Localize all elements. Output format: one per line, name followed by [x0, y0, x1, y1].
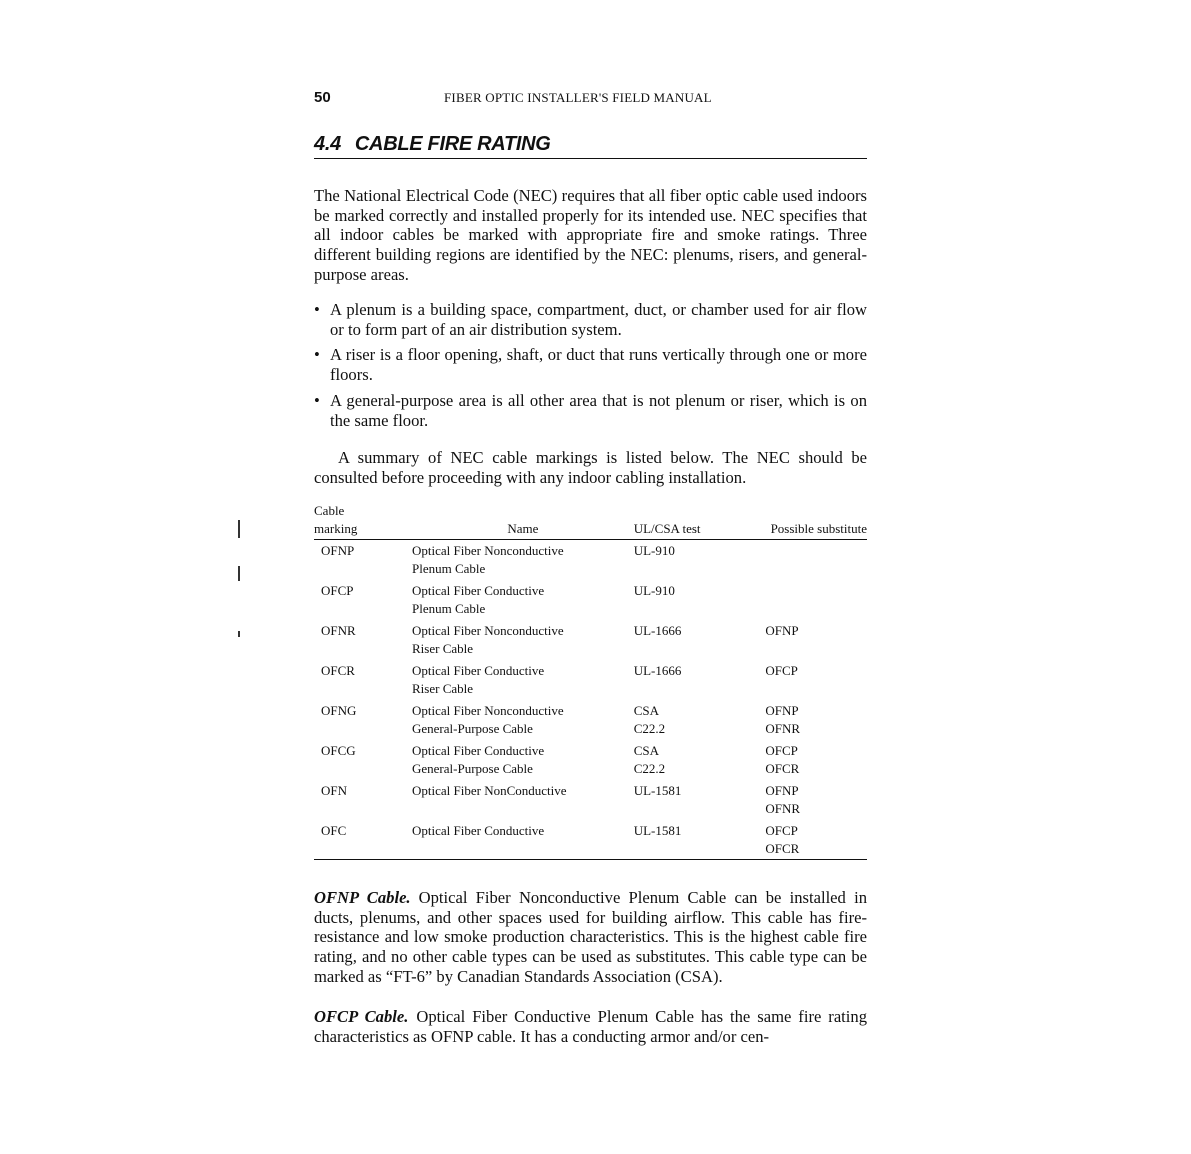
header-possible-substitute: Possible substitute: [737, 502, 867, 540]
cell-name: Optical Fiber Conductive Plenum Cable: [412, 583, 545, 616]
cell-test: UL-910: [633, 583, 675, 598]
cell-name: Optical Fiber Conductive General-Purpose Cable: [412, 743, 545, 776]
table-row: [314, 822, 867, 860]
section-number: 4.4: [314, 133, 341, 155]
cell-substitute: [737, 582, 867, 622]
cell-substitute: OFNP OFNR: [765, 703, 801, 736]
cell-name: Optical Fiber Nonconductive Plenum Cable: [412, 543, 564, 576]
list-item-text: A general-purpose area is all other area that is not plenum or riser, which is on the same floor.: [330, 390, 867, 430]
ofcp-paragraph: [314, 1007, 867, 1046]
ofcp-text: Optical Fiber Conductive Plenum Cable has the same fire rating characteristics as OFNP cable. It has a conducting armor and/or cen-: [314, 1007, 867, 1046]
ofnp-text: Optical Fiber Nonconductive Plenum Cable can be installed in ducts, plenums, and other spaces used for building airflow. This cable has fire-resistance and low smoke production characteristics. This is the highest cable fire rating, and no other cable types can be used as substitutes. This cable type can be marked as “FT-6” by Canadian Standards Association (CSA).: [314, 888, 867, 986]
list-item: [314, 300, 867, 339]
ofnp-paragraph: [314, 888, 867, 987]
cable-markings-table: [314, 502, 867, 860]
table-row: [314, 540, 867, 583]
cell-name: Optical Fiber NonConductive: [412, 783, 567, 798]
cell-test: UL-1581: [634, 822, 738, 860]
intro-paragraph: The National Electrical Code (NEC) requires that all fiber optic cable used indoors be marked correctly and installed properly for its intended use. NEC specifies that all indoor cables be marked with appropriate fire and smoke ratings. Three different building regions are identified by the NEC: plenums, risers, and general-purpose areas.: [314, 186, 867, 284]
list-item-text: A plenum is a building space, compartment, duct, or chamber used for air flow or to form part of an air distribution system.: [330, 300, 867, 339]
page-number: 50: [314, 89, 331, 106]
cell-substitute: OFNP OFNR: [765, 783, 801, 816]
cell-marking: OFCG: [321, 743, 356, 758]
header-ul-csa-test: UL/CSA test: [634, 502, 738, 540]
running-head: [314, 89, 867, 109]
cell-name: Optical Fiber Conductive Riser Cable: [412, 663, 545, 696]
list-item: [314, 391, 867, 430]
cell-test: CSA C22.2: [633, 703, 666, 736]
table-row: [314, 742, 867, 782]
cell-substitute: OFCP: [765, 663, 798, 678]
table-row: [314, 782, 867, 822]
section-title: CABLE FIRE RATING: [354, 133, 551, 155]
table-row: [314, 582, 867, 622]
cell-marking: OFN: [321, 783, 348, 798]
region-list: [314, 300, 867, 436]
table-row: [314, 662, 867, 702]
bullet-icon: •: [314, 390, 320, 410]
cell-name: Optical Fiber Nonconductive Riser Cable: [412, 623, 564, 656]
cell-substitute: [737, 540, 867, 583]
bullet-icon: •: [314, 345, 320, 365]
cell-test: UL-1581: [633, 783, 682, 798]
cell-marking: OFC: [314, 822, 412, 860]
section-heading: [314, 133, 867, 159]
scan-mark: [238, 631, 240, 637]
cell-test: UL-910: [633, 543, 675, 558]
list-item: [314, 345, 867, 384]
table-row: [314, 622, 867, 662]
cell-name: Optical Fiber Conductive: [412, 822, 634, 860]
table-row: [314, 702, 867, 742]
cell-marking: OFNP: [321, 543, 355, 558]
header-cable-marking: Cable marking: [314, 502, 412, 540]
cell-marking: OFCR: [321, 663, 355, 678]
cell-substitute: OFCP OFCR: [737, 822, 867, 860]
cell-substitute: OFNP: [765, 623, 799, 638]
cell-name: Optical Fiber Nonconductive General-Purpose Cable: [412, 703, 564, 736]
summary-paragraph: A summary of NEC cable markings is listed below. The NEC should be consulted before proceeding with any indoor cabling installation.: [314, 448, 867, 487]
bullet-icon: •: [314, 300, 320, 319]
cell-test: UL-1666: [633, 623, 682, 638]
ofcp-lead: OFCP Cable.: [314, 1007, 409, 1026]
cell-substitute: OFCP OFCR: [765, 743, 800, 776]
cell-test: CSA C22.2: [633, 743, 666, 776]
scan-mark: [238, 520, 240, 538]
running-title: FIBER OPTIC INSTALLER'S FIELD MANUAL: [444, 90, 712, 105]
cell-test: UL-1666: [633, 663, 682, 678]
ofnp-lead: OFNP Cable.: [314, 888, 411, 907]
scan-mark: [238, 566, 240, 581]
cell-marking: OFCP: [321, 583, 354, 598]
cell-marking: OFNR: [321, 623, 356, 638]
list-item-text: A riser is a floor opening, shaft, or duct that runs vertically through one or more floors.: [330, 345, 867, 385]
table-header-row: [314, 502, 867, 540]
header-name: Name: [412, 502, 634, 540]
cell-marking: OFNG: [321, 703, 357, 718]
